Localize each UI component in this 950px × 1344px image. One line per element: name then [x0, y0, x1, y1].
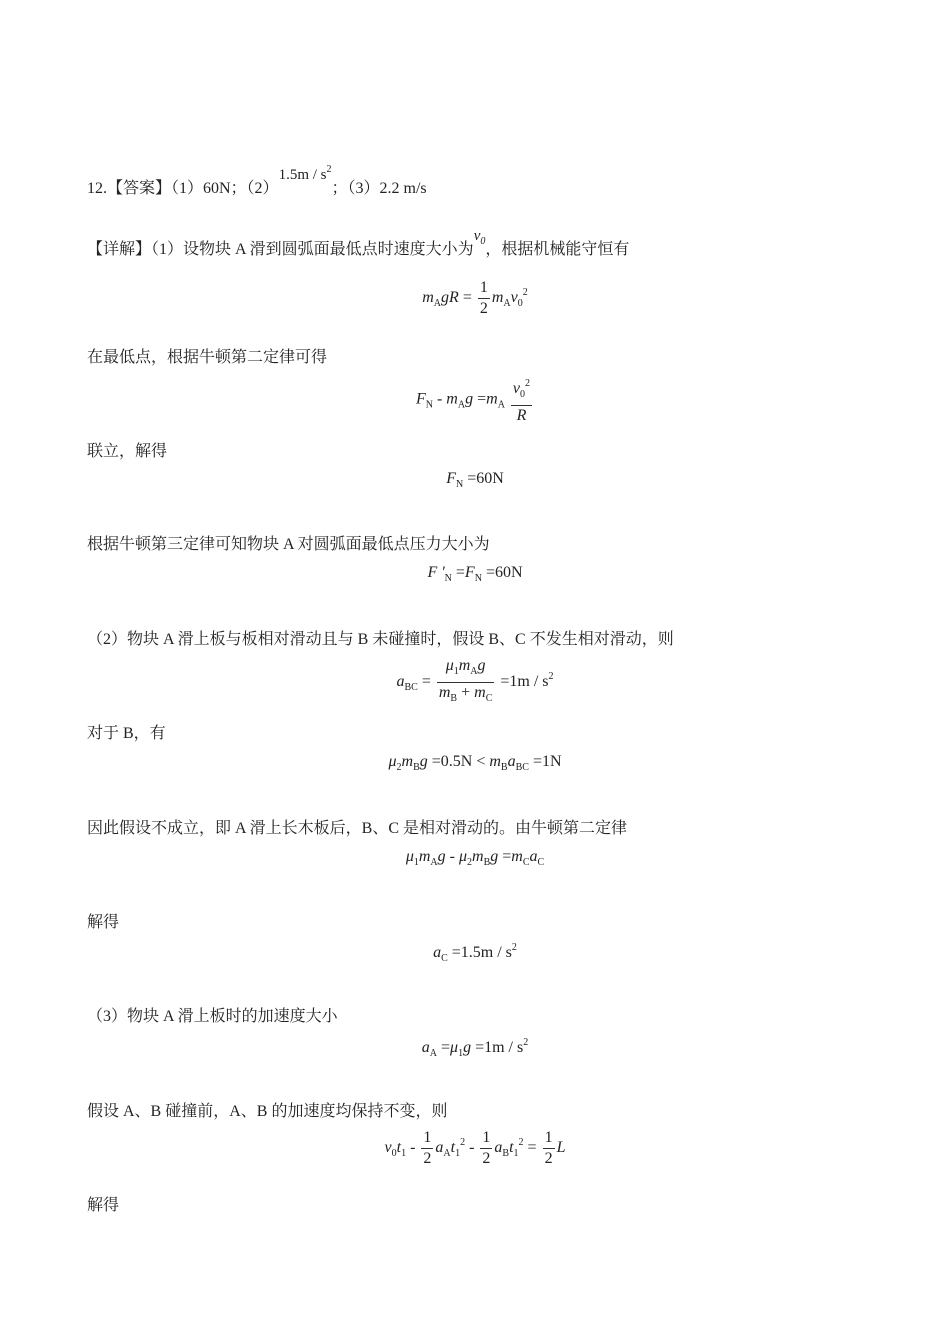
math-symbol: 2 [467, 857, 472, 868]
equation-newton-second-law [0, 374, 950, 426]
math-symbol: B [413, 762, 420, 773]
math-symbol: 2 [522, 287, 528, 299]
math-symbol: R [516, 407, 527, 424]
math-symbol: t [509, 1139, 514, 1157]
equation-abc [0, 656, 950, 709]
equation-c-newton [0, 848, 950, 868]
math-symbol: g [419, 753, 428, 770]
math-symbol: 2 [525, 378, 531, 389]
math-symbol: A [443, 1148, 451, 1160]
math-symbol: 0 [517, 298, 523, 310]
math-symbol: A [503, 298, 511, 310]
math-symbol: 0.5N [440, 753, 473, 770]
math-symbol: R [449, 289, 459, 307]
text-part3: （3）物块 A 滑上板时的加速度大小 [87, 1008, 338, 1025]
math-symbol: 1m / s [484, 1039, 524, 1056]
math-symbol: 2 [518, 1137, 524, 1149]
fraction [437, 656, 495, 709]
math-symbol: 1 [513, 1148, 519, 1160]
math-symbol: 0 [391, 1148, 397, 1160]
math-group [437, 683, 495, 709]
math-symbol: g [463, 1039, 472, 1056]
math-symbol: F ' [427, 564, 445, 581]
math-symbol: 1 [543, 1128, 555, 1149]
math-symbol: 2 [548, 671, 554, 683]
math-symbol: 1 [401, 1148, 407, 1160]
math-symbol: a [421, 1039, 430, 1056]
math-symbol: N [455, 479, 464, 490]
equation-energy-conservation [0, 278, 950, 319]
math-symbol: = [421, 673, 431, 691]
math-symbol: a [435, 1139, 444, 1157]
answer-part2: $1.5m / s^2$ [278, 164, 332, 183]
math-symbol: 1.5m / s [460, 944, 512, 961]
math-symbol: 1 [453, 666, 459, 677]
math-symbol: g [441, 289, 450, 307]
math-symbol: N [474, 573, 482, 584]
math-symbol: v [384, 1139, 392, 1157]
math-symbol: N [425, 399, 433, 411]
math-symbol: = [502, 848, 512, 865]
math-symbol: 2 [544, 1150, 553, 1167]
math-symbol: 2 [460, 1137, 466, 1149]
detail-tail: ，根据机械能守恒有 [485, 241, 630, 258]
math-symbol: F [464, 564, 475, 581]
detail-line [87, 228, 630, 261]
answer-line [87, 164, 427, 198]
math-symbol: < [476, 753, 486, 770]
math-symbol: m [474, 684, 486, 701]
math-symbol: = [527, 1139, 537, 1157]
math-symbol: C [537, 857, 545, 868]
text-part2: （2）物块 A 滑上板与板相对滑动且与 B 未碰撞时，假设 B、C 不发生相对滑动，则 [87, 631, 674, 648]
math-symbol: m [472, 848, 484, 865]
math-symbol: 2 [396, 762, 402, 773]
math-symbol: A [497, 399, 505, 411]
answer-prefix: 12.【答案】（1）60N；（2） [87, 180, 279, 197]
equation-ac [0, 942, 950, 964]
text-assumption-invalid: 因此假设不成立，即 A 滑上长木板后，B、C 是相对滑动的。由牛顿第二定律 [87, 820, 628, 837]
math-symbol: A [433, 298, 442, 310]
math-symbol: B [502, 1148, 510, 1160]
math-symbol: g [465, 390, 474, 408]
math-symbol: a [494, 1139, 503, 1157]
math-group [437, 656, 495, 683]
equation-b-friction [0, 753, 950, 773]
equation-pressure-force [0, 564, 950, 584]
answer-separator: ； [331, 180, 348, 197]
equation-normal-force [0, 470, 950, 490]
math-symbol: = [485, 564, 495, 581]
math-symbol: 60N [476, 470, 504, 487]
math-symbol: BC [404, 682, 418, 694]
math-symbol: 1 [413, 857, 419, 868]
math-symbol: BC [515, 762, 529, 773]
math-symbol: 1 [480, 1128, 492, 1149]
math-symbol: 1 [458, 1048, 464, 1059]
math-symbol: m [418, 848, 431, 865]
math-symbol: m [422, 289, 434, 307]
math-symbol: m [458, 657, 471, 674]
math-symbol: t [396, 1139, 402, 1157]
text-assume-collision: 假设 A、B 碰撞前，A、B 的加速度均保持不变，则 [87, 1103, 448, 1120]
math-symbol: 2 [479, 300, 488, 317]
math-symbol: B [483, 857, 491, 868]
text-solve-1: 解得 [87, 914, 120, 931]
math-symbol: L [556, 1139, 566, 1157]
math-symbol: μ [388, 753, 397, 770]
math-symbol: m [491, 289, 504, 307]
fraction [543, 1128, 555, 1169]
math-symbol: 1 [455, 1148, 461, 1160]
text-lowest-point: 在最低点，根据牛顿第二定律可得 [87, 349, 328, 366]
math-symbol: g [437, 848, 446, 865]
fraction [511, 374, 532, 426]
math-symbol: B [500, 762, 508, 773]
fraction [480, 1128, 492, 1169]
answer-part3: （3）2.2 m/s [347, 180, 427, 197]
math-symbol: a [529, 848, 538, 865]
math-symbol: a [507, 753, 516, 770]
math-symbol: A [470, 666, 478, 677]
math-symbol: m [438, 684, 451, 701]
math-symbol: 0 [520, 389, 526, 400]
math-symbol: - [449, 848, 455, 865]
detail-lead: 【详解】（1）设物块 A 滑到圆弧面最低点时速度大小为 [87, 241, 474, 258]
math-symbol: v [510, 289, 518, 307]
math-symbol: = [475, 1039, 485, 1056]
math-symbol: g [490, 848, 499, 865]
math-symbol: 1 [478, 278, 490, 299]
math-symbol: μ [450, 1039, 459, 1056]
math-symbol: C [485, 693, 493, 704]
math-symbol: = [500, 673, 510, 691]
math-symbol: - [469, 1139, 475, 1157]
math-symbol: μ [405, 848, 414, 865]
math-symbol: F [415, 390, 426, 408]
math-symbol: 1 [421, 1128, 433, 1149]
math-symbol: A [430, 857, 438, 868]
v0-symbol: $v_0$ [473, 228, 486, 247]
math-symbol: + [461, 684, 471, 701]
math-symbol: μ [458, 848, 467, 865]
math-symbol: B [450, 693, 458, 704]
equation-displacement [0, 1128, 950, 1169]
math-symbol: 2 [523, 1037, 529, 1048]
fraction [421, 1128, 433, 1169]
math-symbol: 60N [494, 564, 523, 581]
math-symbol: v [512, 380, 521, 397]
math-symbol: A [457, 399, 466, 411]
math-symbol: 2 [423, 1150, 432, 1167]
math-symbol: = [441, 1039, 451, 1056]
math-symbol: = [532, 753, 542, 770]
text-newton-third-law: 根据牛顿第三定律可知物块 A 对圆弧面最低点压力大小为 [87, 536, 490, 553]
math-symbol: C [522, 857, 530, 868]
math-symbol: t [450, 1139, 456, 1157]
math-symbol: = [455, 564, 465, 581]
math-symbol: a [396, 673, 405, 691]
math-symbol: - [410, 1139, 416, 1157]
math-symbol: 1N [541, 753, 562, 770]
math-symbol: N [444, 573, 452, 584]
math-symbol: = [477, 390, 487, 408]
math-symbol: m [511, 848, 523, 865]
math-symbol: m [489, 753, 501, 770]
math-symbol: m [486, 390, 498, 408]
fraction [478, 278, 490, 319]
equation-aa [0, 1037, 950, 1059]
math-symbol: μ [445, 657, 454, 674]
math-symbol: F [446, 470, 456, 487]
math-symbol: = [462, 289, 472, 307]
math-symbol: m [401, 753, 414, 770]
text-solve-2: 解得 [87, 1197, 120, 1214]
math-symbol: g [477, 657, 486, 674]
math-symbol: = [451, 944, 461, 961]
math-symbol: A [429, 1048, 437, 1059]
math-group [511, 374, 532, 406]
math-symbol: 2 [482, 1150, 491, 1167]
math-symbol: 2 [511, 942, 517, 953]
math-symbol: C [441, 953, 448, 964]
math-symbol: m [446, 390, 458, 408]
text-for-b: 对于 B，有 [87, 725, 166, 742]
math-symbol: = [467, 470, 477, 487]
text-combine: 联立，解得 [87, 443, 168, 460]
math-symbol: 1m / s [509, 673, 549, 691]
math-symbol: = [431, 753, 441, 770]
math-symbol: a [433, 944, 442, 961]
math-symbol: - [436, 390, 443, 408]
